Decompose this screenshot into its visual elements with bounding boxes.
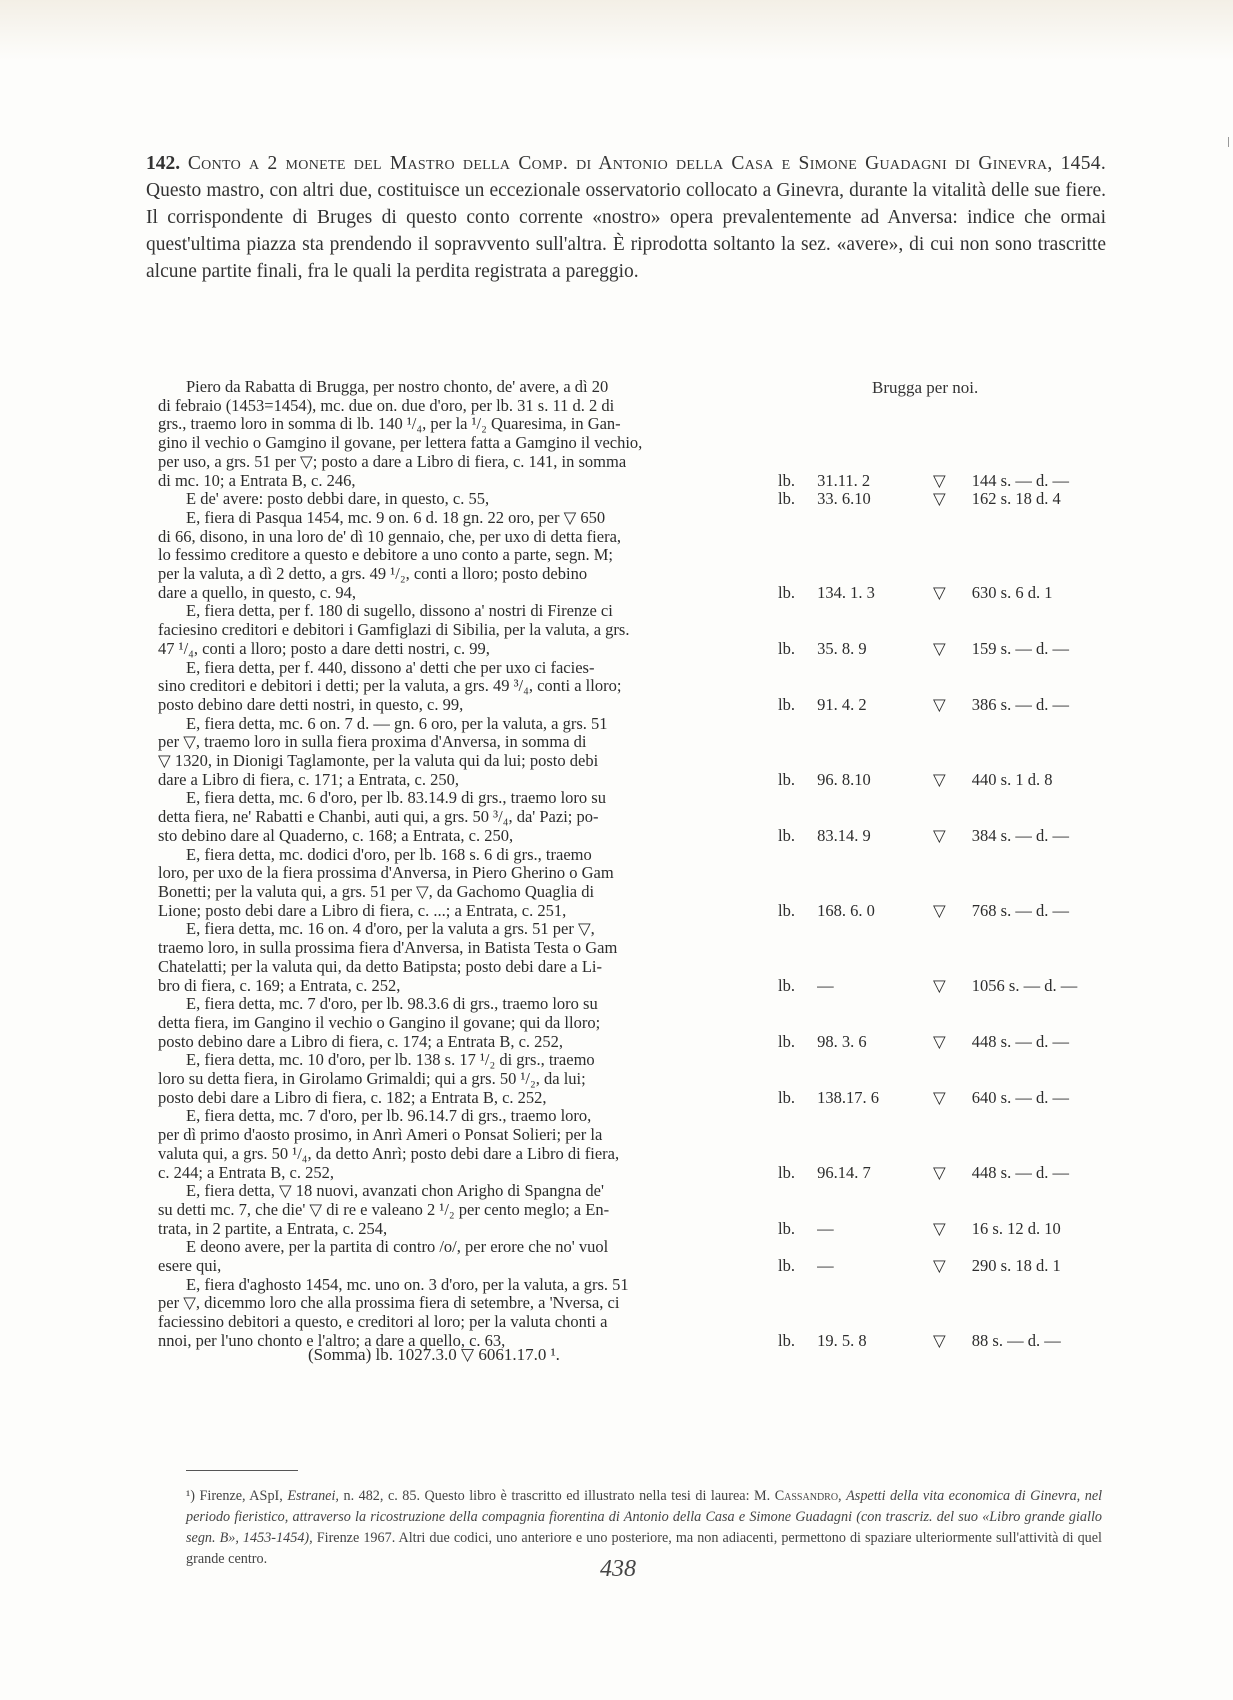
- entry-text: [158, 509, 773, 603]
- entry-amounts: [778, 472, 1138, 491]
- entry-line: E, fiera detta, mc. 16 on. 4 d'oro, per la valuta a grs. 51 per ▽,: [186, 919, 595, 939]
- entry-line: detta fiera, im Gangino il vechio o Gangino il govane; qui da lloro;: [158, 1012, 601, 1032]
- entry-line: c. 244; a Entrata B, c. 252,: [158, 1162, 334, 1182]
- entry-line: E, fiera detta, mc. 10 d'oro, per lb. 138 s. 17 ¹/₂ di grs., traemo: [186, 1050, 595, 1070]
- lb-amount: 96. 8.10: [817, 769, 871, 789]
- ledger-entry: [158, 920, 1138, 995]
- triangle-currency-icon: ▽: [932, 769, 946, 789]
- entry-line: E, fiera detta, mc. 7 d'oro, per lb. 98.3.6 di grs., traemo loro su: [186, 994, 598, 1014]
- entry-text: [158, 1238, 773, 1275]
- caption-number: 142.: [146, 153, 181, 174]
- triangle-amount: 768 s. — d. —: [971, 900, 1069, 920]
- ledger-entry: [158, 846, 1138, 921]
- entry-amounts: [778, 977, 1138, 996]
- triangle-amount: 440 s. 1 d. 8: [971, 769, 1053, 789]
- entry-line: E, fiera detta, mc. 7 d'oro, per lb. 96.14.7 di grs., traemo loro,: [186, 1106, 592, 1126]
- entry-line: faciesino creditori e debitori i Gamfiglazi di Sibilia, per la valuta, a grs.: [158, 620, 630, 640]
- ledger-entry: [158, 602, 1138, 658]
- footnote-title: Aspetti della vita economica di Ginevra, nel periodo fieristico, attraverso la ricostruzione della compagnia fiorentina di Antonio della Casa e Simone Guadagni (con trascriz. del suo «Libro grande giallo segn. B», 1453-1454),: [186, 1488, 1103, 1546]
- triangle-currency-icon: ▽: [932, 900, 946, 920]
- lb-label: lb.: [778, 489, 795, 509]
- triangle-currency-icon: ▽: [932, 638, 946, 658]
- entry-line: detta fiera, ne' Rabatti e Chanbi, auti qui, a grs. 50 ³/₄, da' Pazi; po-: [158, 807, 599, 827]
- footnote: [186, 1486, 1102, 1570]
- entry-line: E, fiera di Pasqua 1454, mc. 9 on. 6 d. 18 gn. 22 oro, per ▽ 650: [186, 507, 606, 527]
- entry-amounts: [778, 1033, 1138, 1052]
- entry-line: di febraio (1453=1454), mc. due on. due d'oro, per lb. 31 s. 11 d. 2 di: [158, 395, 615, 415]
- entry-amounts: [778, 1164, 1138, 1183]
- lb-label: lb.: [778, 1087, 795, 1107]
- lb-amount: 98. 3. 6: [817, 1031, 867, 1051]
- caption-title: Conto a 2 monete del Mastro della Comp. di Antonio della Casa e Simone Guadagni di Ginevra, 1454.: [187, 153, 1106, 174]
- entry-line: per ▽, dicemmo loro che alla prossima fiera di setembre, a 'Nversa, ci: [158, 1293, 620, 1313]
- triangle-amount: 16 s. 12 d. 10: [971, 1218, 1061, 1238]
- entry-line: E, fiera d'aghosto 1454, mc. uno on. 3 d'oro, per la valuta, a grs. 51: [186, 1274, 629, 1294]
- lb-amount: 91. 4. 2: [817, 694, 867, 714]
- entry-line: di mc. 10; a Entrata B, c. 246,: [158, 470, 356, 490]
- lb-label: lb.: [778, 975, 795, 995]
- entry-line: per uso, a grs. 51 per ▽; posto a dare a Libro di fiera, c. 141, in somma: [158, 451, 627, 471]
- triangle-currency-icon: ▽: [932, 975, 946, 995]
- footnote-marker: ¹): [186, 1488, 195, 1504]
- entry-text: [158, 789, 773, 845]
- entry-line: posto debi dare a Libro di fiera, c. 182; a Entrata B, c. 252,: [158, 1087, 547, 1107]
- triangle-amount: 386 s. — d. —: [971, 694, 1069, 714]
- entry-line: bro di fiera, c. 169; a Entrata, c. 252,: [158, 975, 401, 995]
- entry-line: dare a Libro di fiera, c. 171; a Entrata, c. 250,: [158, 769, 459, 789]
- lb-label: lb.: [778, 1256, 795, 1276]
- entry-line: E, fiera detta, ▽ 18 nuovi, avanzati chon Arigho di Spangna de': [186, 1181, 604, 1201]
- lb-amount: 96.14. 7: [817, 1162, 871, 1182]
- triangle-amount: 88 s. — d. —: [971, 1330, 1061, 1350]
- triangle-amount: 162 s. 18 d. 4: [971, 489, 1061, 509]
- entry-text: [158, 602, 773, 658]
- entry-text: [158, 490, 773, 509]
- entry-text: [158, 995, 773, 1051]
- triangle-amount: 144 s. — d. —: [971, 470, 1069, 490]
- entry-line: grs., traemo loro in somma di lb. 140 ¹/₄, per la ¹/₂ Quaresima, in Gan-: [158, 414, 621, 434]
- ledger-entry: [158, 659, 1138, 715]
- footnote-source: Estranei,: [287, 1488, 339, 1504]
- entry-amounts: [778, 771, 1138, 790]
- entry-line: E, fiera detta, mc. 6 d'oro, per lb. 83.14.9 di grs., traemo loro su: [186, 788, 606, 808]
- triangle-currency-icon: ▽: [932, 1162, 946, 1182]
- entry-line: E, fiera detta, mc. 6 on. 7 d. — gn. 6 oro, per la valuta, a grs. 51: [186, 713, 608, 733]
- entry-amounts: [778, 1220, 1138, 1239]
- lb-label: lb.: [778, 1330, 795, 1350]
- entry-amounts: [778, 584, 1138, 603]
- entry-line: E, fiera detta, per f. 180 di sugello, dissono a' nostri di Firenze ci: [186, 601, 613, 621]
- entry-line: gino il vechio o Gamgino il govane, per lettera fatta a Gamgino il vechio,: [158, 433, 643, 453]
- entry-line: valuta qui, a grs. 50 ¹/₄, da detto Anrì; posto debi dare a Libro di fiera,: [158, 1143, 620, 1163]
- entry-line: faciessino debitori a questo, e creditori al loro; per la valuta chonti a: [158, 1312, 608, 1332]
- caption-body: Questo mastro, con altri due, costituisce un eccezionale osservatorio collocato a Ginevra, durante la vitalità delle sue fiere. Il corrispondente di Bruges di questo conto corrente «nostro» opera prevalentemente ad Anversa: indice che ormai quest'ultima piazza sta prendendo il sopravvento sull'altra. È riprodotta soltanto la sez. «avere», di cui non sono trascritte alcune partite finali, fra le quali la perdita registrata a pareggio.: [146, 180, 1106, 282]
- entry-amounts: [778, 827, 1138, 846]
- triangle-currency-icon: ▽: [932, 1330, 946, 1350]
- entry-line: Lione; posto debi dare a Libro di fiera, c. ...; a Entrata, c. 251,: [158, 900, 567, 920]
- entry-amounts: [778, 1089, 1138, 1108]
- caption: [146, 150, 1106, 285]
- lb-amount: 134. 1. 3: [817, 582, 875, 602]
- entry-line: E deono avere, per la partita di contro /o/, per erore che no' vuol: [186, 1237, 609, 1257]
- entry-amounts: [778, 490, 1138, 509]
- entry-line: loro su detta fiera, in Girolamo Grimaldi; qui a grs. 50 ¹/₂, da lui;: [158, 1069, 586, 1089]
- lb-label: lb.: [778, 900, 795, 920]
- entry-line: sino creditori e debitori i detti; per la valuta, a grs. 49 ³/₄, conti a lloro;: [158, 676, 622, 696]
- entry-line: ▽ 1320, in Dionigi Taglamonte, per la valuta qui da lui; posto debi: [158, 751, 599, 771]
- triangle-currency-icon: ▽: [932, 694, 946, 714]
- lb-amount: —: [817, 1218, 834, 1238]
- lb-label: lb.: [778, 638, 795, 658]
- triangle-currency-icon: ▽: [932, 470, 946, 490]
- entry-amounts: [778, 640, 1138, 659]
- lb-label: lb.: [778, 1162, 795, 1182]
- triangle-amount: 448 s. — d. —: [971, 1031, 1069, 1051]
- entry-text: [158, 1276, 773, 1351]
- entry-text: [158, 920, 773, 995]
- entry-line: per dì primo d'aosto prosimo, in Anrì Ameri o Ponsat Solieri; per la: [158, 1125, 603, 1145]
- entry-text: [158, 659, 773, 715]
- ledger-entry: [158, 995, 1138, 1051]
- entry-line: posto debino dare a Libro di fiera, c. 174; a Entrata B, c. 252,: [158, 1031, 564, 1051]
- lb-amount: —: [817, 1256, 834, 1276]
- entry-line: Chatelatti; per la valuta qui, da detto Batipsta; posto debi dare a Li-: [158, 956, 602, 976]
- triangle-currency-icon: ▽: [932, 1087, 946, 1107]
- entry-line: E, fiera detta, mc. dodici d'oro, per lb. 168 s. 6 di grs., traemo: [186, 844, 592, 864]
- ledger-entry: [158, 509, 1138, 603]
- lb-amount: 31.11. 2: [817, 470, 871, 490]
- entry-text: [158, 1107, 773, 1182]
- entry-line: 47 ¹/₄, conti a lloro; posto a dare detti nostri, c. 99,: [158, 638, 490, 658]
- entry-line: traemo loro, in sulla prossima fiera d'Anversa, in Batista Testa o Gam: [158, 938, 618, 958]
- triangle-amount: 448 s. — d. —: [971, 1162, 1069, 1182]
- lb-amount: 138.17. 6: [817, 1087, 879, 1107]
- footnote-author: Cassandro,: [774, 1488, 842, 1504]
- ledger-entry: [158, 1276, 1138, 1351]
- lb-label: lb.: [778, 582, 795, 602]
- lb-label: lb.: [778, 470, 795, 490]
- lb-amount: —: [817, 975, 834, 995]
- ledger-entry: [158, 1238, 1138, 1275]
- entry-line: per la valuta, a dì 2 detto, a grs. 49 ¹/₂, conti a lloro; posto debino: [158, 564, 588, 584]
- page-top-shading: [0, 0, 1233, 60]
- entry-line: nnoi, per l'uno chonto e l'altro; a dare a quello, c. 63,: [158, 1330, 506, 1350]
- triangle-amount: 159 s. — d. —: [971, 638, 1069, 658]
- triangle-amount: 630 s. 6 d. 1: [971, 582, 1053, 602]
- triangle-currency-icon: ▽: [932, 489, 946, 509]
- footnote-text-3: Firenze 1967. Altri due codici, uno anteriore e uno posteriore, ma non adiacenti, permettono di spaziare ulteriormente sull'attività di quel grande centro.: [186, 1530, 1102, 1567]
- ledger-entry: [158, 1182, 1138, 1238]
- ledger-entry: [158, 490, 1138, 509]
- ledger-entry: [158, 1051, 1138, 1107]
- margin-mark: [1228, 137, 1229, 147]
- footnote-text-2: n. 482, c. 85. Questo libro è trascritto ed illustrato nella tesi di laurea: M.: [343, 1488, 771, 1504]
- entry-line: per ▽, traemo loro in sulla fiera proxima d'Anversa, in somma di: [158, 732, 587, 752]
- entry-text: [158, 1051, 773, 1107]
- ledger-entry: [158, 1107, 1138, 1182]
- entry-line: lo fessimo creditore a questo e debitore a uno conto a parte, segn. M;: [158, 545, 613, 565]
- entry-text: [158, 846, 773, 921]
- entry-text: [158, 378, 773, 490]
- account-header: Brugga per noi.: [872, 378, 979, 397]
- triangle-currency-icon: ▽: [932, 582, 946, 602]
- triangle-amount: 290 s. 18 d. 1: [971, 1256, 1061, 1276]
- lb-label: lb.: [778, 825, 795, 845]
- sum-line: (Somma) lb. 1027.3.0 ▽ 6061.17.0 ¹.: [308, 1345, 560, 1364]
- entry-line: di 66, disono, in una loro de' dì 10 gennaio, che, per uxo di detta fiera,: [158, 526, 622, 546]
- triangle-currency-icon: ▽: [932, 1256, 946, 1276]
- entry-line: E de' avere: posto debbi dare, in questo, c. 55,: [186, 489, 490, 509]
- ledger-entry: [158, 378, 1138, 490]
- lb-amount: 19. 5. 8: [817, 1330, 867, 1350]
- entry-text: [158, 715, 773, 790]
- lb-amount: 35. 8. 9: [817, 638, 867, 658]
- ledger-entries: [158, 378, 1138, 1351]
- entry-line: trata, in 2 partite, a Entrata, c. 254,: [158, 1218, 388, 1238]
- triangle-currency-icon: ▽: [932, 1031, 946, 1051]
- footnote-text-1: Firenze, ASpI,: [199, 1488, 283, 1504]
- entry-line: Bonetti; per la valuta qui, a grs. 51 per ▽, da Gachomo Quaglia di: [158, 881, 595, 901]
- entry-amounts: [778, 696, 1138, 715]
- entry-amounts: [778, 902, 1138, 921]
- lb-label: lb.: [778, 694, 795, 714]
- entry-line: dare a quello, in questo, c. 94,: [158, 582, 356, 602]
- lb-label: lb.: [778, 1218, 795, 1238]
- entry-line: Piero da Rabatta di Brugga, per nostro chonto, de' avere, a dì 20: [186, 377, 609, 396]
- lb-amount: 168. 6. 0: [817, 900, 875, 920]
- footnote-rule: [186, 1470, 298, 1471]
- ledger-entry: [158, 789, 1138, 845]
- entry-text: [158, 1182, 773, 1238]
- lb-label: lb.: [778, 1031, 795, 1051]
- lb-amount: 33. 6.10: [817, 489, 871, 509]
- entry-line: loro, per uxo de la fiera prossima d'Anversa, in Piero Gherino o Gam: [158, 863, 614, 883]
- lb-label: lb.: [778, 769, 795, 789]
- entry-line: posto debino dare detti nostri, in questo, c. 99,: [158, 694, 464, 714]
- lb-amount: 83.14. 9: [817, 825, 871, 845]
- entry-line: su detti mc. 7, che die' ▽ di re e valeano 2 ¹/₂ per cento meglo; a En-: [158, 1199, 610, 1219]
- triangle-currency-icon: ▽: [932, 825, 946, 845]
- triangle-amount: 640 s. — d. —: [971, 1087, 1069, 1107]
- triangle-amount: 384 s. — d. —: [971, 825, 1069, 845]
- triangle-currency-icon: ▽: [932, 1218, 946, 1238]
- triangle-amount: 1056 s. — d. —: [971, 975, 1078, 995]
- ledger-entry: [158, 715, 1138, 790]
- entry-line: sto debino dare al Quaderno, c. 168; a Entrata, c. 250,: [158, 825, 514, 845]
- entry-line: esere qui,: [158, 1256, 222, 1276]
- entry-amounts: [778, 1257, 1138, 1276]
- page-number: 438: [600, 1556, 636, 1582]
- entry-line: E, fiera detta, per f. 440, dissono a' detti che per uxo ci facies-: [186, 657, 595, 677]
- entry-amounts: [778, 1332, 1138, 1351]
